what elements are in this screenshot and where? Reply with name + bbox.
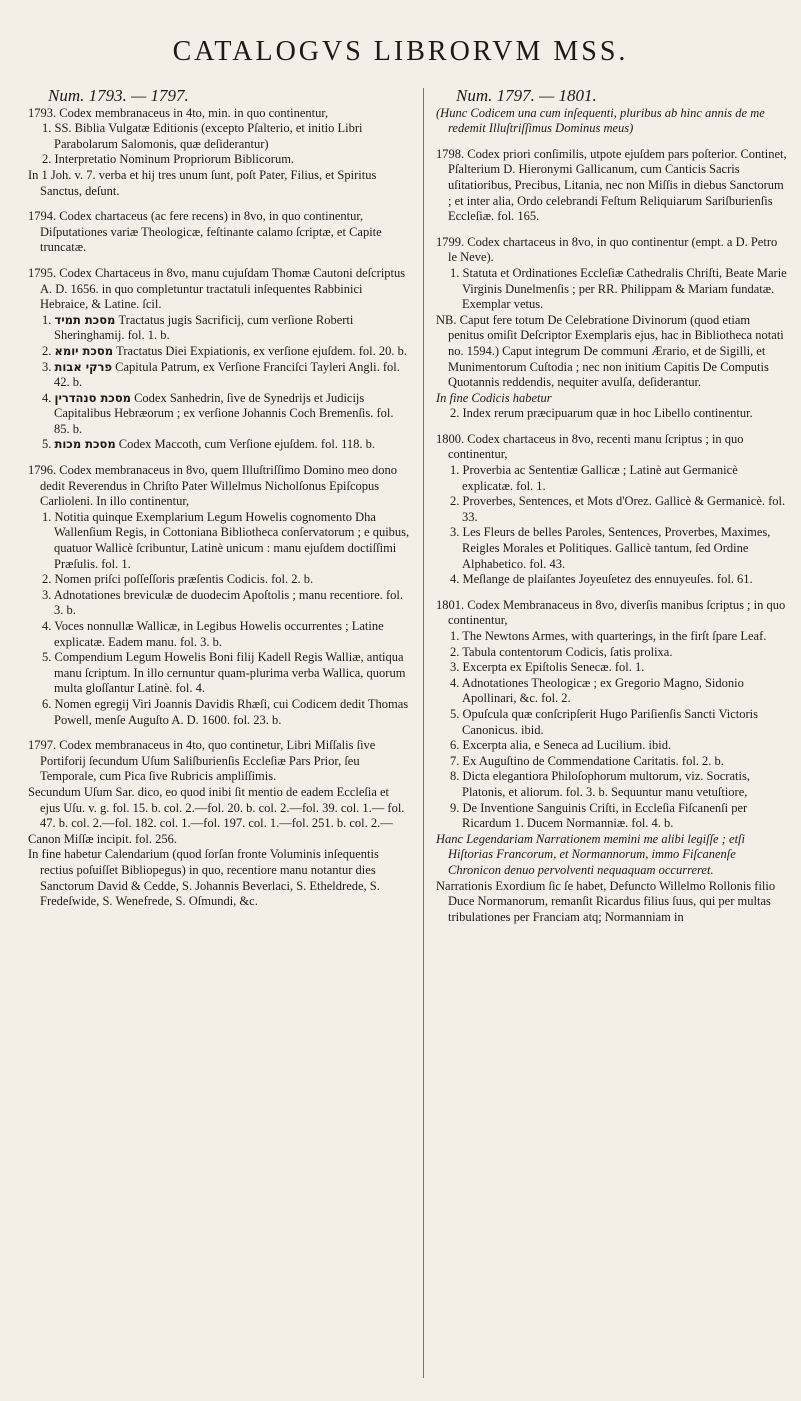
entry-1796-item-5: 5. Compendium Legum Howelis Boni filij Kadell Regis Walliæ, antiqua manu ſcriptum. In illo cernuntur quam-plurima verba Wallica, quorum multa gloſſantur Latinè. fol. 4. xyxy=(42,650,406,696)
entry-1796 xyxy=(28,463,412,728)
entry-1796-item-4: 4. Voces nonnullæ Wallicæ, in Legibus Howelis occurrentes ; Latine explicatæ. Eadem manu. fol. 3. b. xyxy=(42,619,384,649)
entry-1800-item-1: 1. Proverbia ac Sententiæ Gallicæ ; Latinè aut Germanicè explicatæ. fol. 1. xyxy=(450,463,738,493)
entry-1795-item-2-text: Tractatus Diei Expiationis, ex verſione ejuſdem. fol. 20. b. xyxy=(116,343,407,358)
entry-1801-exordium: Narrationis Exordium ſic ſe habet, Defuncto Willelmo Rollonis filio Duce Normanorum, remanſit Ricardus filius ſuus, qui per multas tribulationes per Franciam atq; Normanniam in xyxy=(436,878,776,924)
entry-1799-nb: NB. Caput fere totum De Celebratione Divinorum (quod etiam penitus omiſit Deſcriptor Exemplaris ejus, hac in Bibliotheca notati no. 1594.) Caput integrum De communi Ærario, et de Sigilli, et Munimentorum Cuſtodia ; nec non initium Capitis De Computis Quotannis reddendis, nequiter avulſa, deſiderantur. xyxy=(436,312,784,390)
entry-1796-item-3: 3. Adnotationes breviculæ de duodecim Apoſtolis ; manu recentiore. fol. 3. b. xyxy=(42,587,404,618)
entry-1799-item-2: 2. Index rerum præcipuarum quæ in hoc Libello continentur. xyxy=(450,406,753,421)
entry-1800 xyxy=(436,432,788,588)
entry-1795-item-3: 3. פרקי אבות Capitula Patrum, ex Verſione Franciſci Tayleri Angli. fol. 42. b. xyxy=(42,359,400,390)
entry-1801-item-8: 8. Dicta elegantiora Philoſophorum multorum, viz. Socratis, Platonis, et aliorum. fol. 3. b. Sequuntur manu vetuſtiore, xyxy=(450,769,750,799)
entry-1795-item-1-text: Tractatus jugis Sacrificij, cum verſione Roberti Sheringhamij. fol. 1. b. xyxy=(54,312,354,343)
entry-1795-intro: 1795. Codex Chartaceus in 8vo, manu cujuſdam Thomæ Cautoni deſcriptus A. D. 1656. in quo completuntur tractatuli inſequentes Rabbinici Hebraice, & Latine. ſcil. xyxy=(28,265,406,312)
entry-1796-item-6: 6. Nomen egregij Viri Joannis Davidis Rhæſi, cui Codicem dedit Thomas Powell, menſe Auguſto A. D. 1600. fol. 23. b. xyxy=(42,696,409,727)
entry-1796-item-1: 1. Notitia quinque Exemplarium Legum Howelis cognomento Dha Wallenſium Regis, in Cottoniana Bibliotheca conſervatorum ; e quibus, quatuor Wallicè ſcribuntur, Latinè unicum : manu ejuſdem doctiſſimi Præſulis. fol. 1. xyxy=(42,509,410,571)
entry-1801-item-7: 7. Ex Auguſtino de Commendatione Caritatis. fol. 2. b. xyxy=(450,753,724,768)
number-range-left: Num. 1793. — 1797. xyxy=(48,86,189,105)
entry-1801-legend-note: Hanc Legendariam Narrationem memini me alibi legiſſe ; etſi Hiſtorias Francorum, et Normannorum, immo Fiſcanenſe Chronicon denuo pervolventi nequaquam occurreret. xyxy=(436,831,745,877)
entry-1799-item-1: 1. Statuta et Ordinationes Eccleſiæ Cathedralis Chriſti, Beate Marie Virginis Dunelmenſis ; per RR. Philippam & Mariam fundatæ. Exemplar vetus. xyxy=(450,265,787,312)
right-column xyxy=(436,88,788,935)
entry-1793-note: In 1 Joh. v. 7. verba et hij tres unum ſunt, poſt Pater, Filius, et Spiritus Sanctus, deſunt. xyxy=(28,167,377,198)
entry-1799-intro: 1799. Codex chartaceus in 8vo, in quo continentur (empt. a D. Petro le Neve). xyxy=(436,234,778,265)
entry-1795-item-3-text: Capitula Patrum, ex Verſione Franciſci Tayleri Angli. fol. 42. b. xyxy=(54,359,400,390)
entry-1797 xyxy=(28,738,412,910)
entry-1801-item-2: 2. Tabula contentorum Codicis, ſatis prolixa. xyxy=(450,644,673,659)
entry-1800-item-2: 2. Proverbes, Sentences, et Mots d'Orez. Gallicè & Germanicè. fol. 33. xyxy=(450,494,786,524)
page-header: CATALOGVS LIBRORVM MSS. xyxy=(172,36,629,67)
hebrew-title: מסכת מכות xyxy=(54,437,116,452)
hebrew-title: מסכת תמיד xyxy=(54,312,116,327)
hebrew-title: מסכת סנהדרין xyxy=(54,390,131,405)
entry-1797-intro: 1797. Codex membranaceus in 4to, quo continetur, Libri Miſſalis ſive Portiforij ſecundum Uſum Saliſburienſis Eccleſiæ Pars Prior, ſeu Temporale, cum Pica ſive Rubricis ampliſſimis. xyxy=(28,738,376,784)
entry-1794: 1794. Codex chartaceus (ac fere recens) in 8vo, in quo continentur, Diſputationes variæ Theologicæ, feſtinante calamo ſcriptæ, et Capite truncatæ. xyxy=(28,209,382,255)
entry-1800-intro: 1800. Codex chartaceus in 8vo, recenti manu ſcriptus ; in quo continentur, xyxy=(436,431,744,462)
entry-1796-item-2: 2. Nomen priſci poſſeſſoris præſentis Codicis. fol. 2. b. xyxy=(42,572,314,587)
entry-1801-item-9: 9. De Inventione Sanguinis Criſti, in Eccleſia Fiſcanenſi per Ricardum 1. Ducem Normanniæ. fol. 4. b. xyxy=(450,800,748,831)
entry-1793-intro: 1793. Codex membranaceus in 4to, min. in quo continentur, xyxy=(28,105,329,120)
entry-1801-intro: 1801. Codex Membranaceus in 8vo, diverſis manibus ſcriptus ; in quo continentur, xyxy=(436,597,786,628)
entry-1795-item-2: 2. מסכת יומא Tractatus Diei Expiationis, ex verſione ejuſdem. fol. 20. b. xyxy=(42,343,407,358)
entry-1795-item-1: 1. מסכת תמיד Tractatus jugis Sacrificij, cum verſione Roberti Sheringhamij. fol. 1. b. xyxy=(42,312,354,343)
provenance-note: (Hunc Codicem una cum inſequenti, pluribus ab hinc annis de me redemit Illuſtriſſimus Dominus meus) xyxy=(436,105,765,136)
entry-1793 xyxy=(28,106,412,200)
entry-1800-item-4: 4. Meſlange de plaiſantes Joyeuſetez des ennuyeuſes. fol. 61. xyxy=(450,572,753,587)
number-range-right: Num. 1797. — 1801. xyxy=(456,86,597,105)
entry-1793-item-2: 2. Interpretatio Nominum Propriorum Biblicorum. xyxy=(42,152,295,167)
entry-1797-calendar: In fine habetur Calendarium (quod ſorſan fronte Voluminis inſequentis rectius poſuiſſet Bibliopegus) in quo, recentiore manu notantur dies Sanctorum David & Cedde, S. Johannis Beverlaci, S. Etheldrede, S. Fredeſwide, S. Wenefrede, S. Oſmundi, &c. xyxy=(28,847,380,909)
entry-1800-item-3: 3. Les Fleurs de belles Paroles, Sentences, Proverbes, Maximes, Reigles Morales et Politiques. Gallicè tantum, ſed Ordine Alphabetico. fol. 43. xyxy=(450,525,771,571)
hebrew-title: מסכת יומא xyxy=(54,343,114,358)
entry-1793-item-1: 1. SS. Biblia Vulgatæ Editionis (excepto Pſalterio, et initio Libri Parabolarum Salomonis, quæ deſiderantur) xyxy=(42,121,363,151)
entry-1797-usage: Secundum Uſum Sar. dico, eo quod inibi ſit mentio de eadem Eccleſia et ejus Uſu. v. g. fol. 15. b. col. 2.—fol. 20. b. col. 2.—fol. 39. col. 1.— fol. 47. b. col. 2.—fol. 182. col. 1.—fol. 197. col. 1.—fol. 251. b. col. 2.— xyxy=(28,784,405,831)
entry-1801-item-5: 5. Opuſcula quæ conſcripſerit Hugo Pariſienſis Sancti Victoris Canonicus. ibid. xyxy=(450,706,758,737)
entry-1799-fine: In fine Codicis habetur xyxy=(436,390,552,405)
entry-1795-item-5-text: Codex Maccoth, cum Verſione ejuſdem. fol. 118. b. xyxy=(118,437,375,452)
entry-1801-item-6: 6. Excerpta alia, e Seneca ad Lucilium. ibid. xyxy=(450,738,672,753)
entry-1801-item-1: 1. The Newtons Armes, with quarterings, in the firſt ſpare Leaf. xyxy=(450,629,767,643)
entry-1795-item-4: 4. מסכת סנהדרין Codex Sanhedrin, ſive de Synedrijs et Judicijs Capitalibus Hebræorum ; ex verſione Johannis Coch Bremenſis. fol. 85. b. xyxy=(42,390,394,436)
entry-1795-item-4-text: Codex Sanhedrin, ſive de Synedrijs et Judicijs Capitalibus Hebræorum ; ex verſione Johannis Coch Bremenſis. fol. 85. b. xyxy=(54,390,394,436)
entry-1795 xyxy=(28,266,412,453)
entry-1799 xyxy=(436,235,788,422)
hebrew-title: פרקי אבות xyxy=(54,359,113,374)
left-column xyxy=(28,88,412,920)
entry-1795-item-5: 5. מסכת מכות Codex Maccoth, cum Verſione ejuſdem. fol. 118. b. xyxy=(42,437,375,452)
entry-1801-item-4: 4. Adnotationes Theologicæ ; ex Gregorio Magno, Sidonio Apollinari, &c. fol. 2. xyxy=(450,675,744,706)
entry-1801 xyxy=(436,598,788,925)
entry-1798: 1798. Codex priori conſimilis, utpote ejuſdem pars poſterior. Continet, Pſalterium D. Hieronymi Gallicanum, cum Canticis Sacris uſitatioribus, Precibus, Litania, nec non Miſſis in diebus Sanctorum ; et inter alia, Ordo celebrandi Feſtum Reliquiarum Sariſburienſis Eccleſiæ. fol. 165. xyxy=(436,146,787,224)
entry-1797-canon: Canon Miſſæ incipit. fol. 256. xyxy=(28,831,177,846)
entry-1796-intro: 1796. Codex membranaceus in 8vo, quem Illuſtriſſimo Domino meo dono dedit Reverendus in Chriſto Pater Willelmus Nicholſonus Epiſcopus Carlioleni. In illo continentur, xyxy=(28,463,398,509)
column-divider xyxy=(423,88,424,1378)
entry-1801-item-3: 3. Excerpta ex Epiſtolis Senecæ. fol. 1. xyxy=(450,660,645,675)
